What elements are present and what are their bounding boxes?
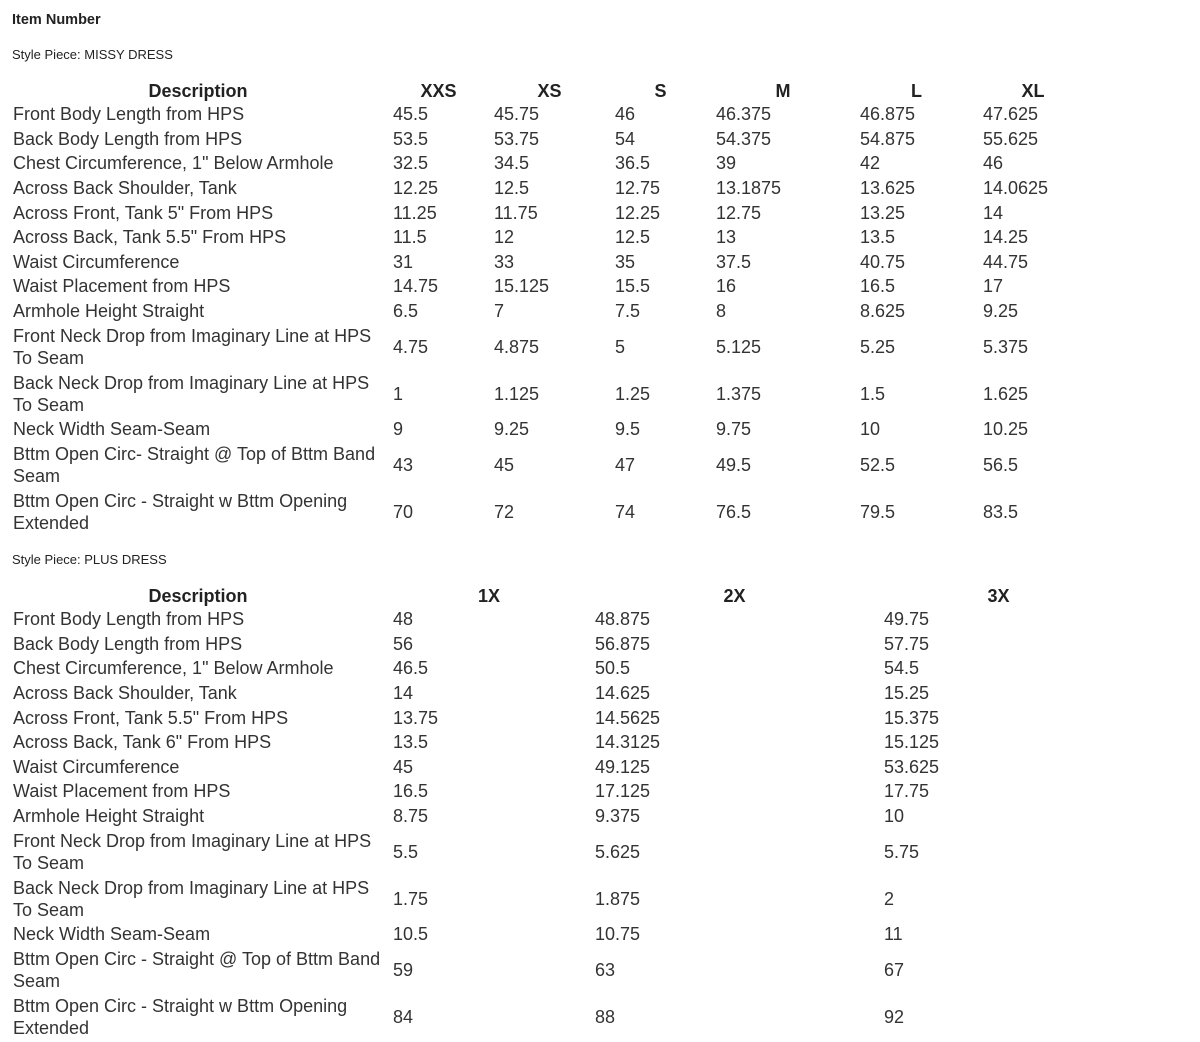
measurement-value: 15.125 bbox=[494, 276, 550, 297]
measurement-value: 46 bbox=[615, 104, 636, 125]
measurement-value: 46.5 bbox=[393, 658, 429, 679]
measurement-value: 6.5 bbox=[393, 301, 419, 322]
measurement-value: 9 bbox=[393, 419, 404, 440]
measurement-value: 5.75 bbox=[884, 841, 920, 862]
measurement-value: 59 bbox=[393, 959, 414, 980]
measurement-description: Back Body Length from HPS bbox=[13, 633, 243, 654]
size-header: XXS bbox=[420, 81, 457, 101]
measurement-value: 10 bbox=[860, 419, 881, 440]
table-row bbox=[8, 993, 1118, 1040]
measurement-value: 32.5 bbox=[393, 153, 429, 174]
measurement-value: 76.5 bbox=[716, 501, 752, 522]
measurement-value: 45.5 bbox=[393, 104, 429, 125]
measurement-description: Armhole Height Straight bbox=[13, 301, 205, 322]
table-row bbox=[8, 804, 1118, 829]
measurement-value: 17.75 bbox=[884, 781, 930, 802]
measurement-value: 5.125 bbox=[716, 336, 762, 357]
measurement-value: 1.625 bbox=[983, 383, 1029, 404]
measurement-value: 56.5 bbox=[983, 454, 1019, 475]
measurement-description: Neck Width Seam-Seam bbox=[13, 419, 211, 440]
measurement-value: 14.75 bbox=[393, 276, 439, 297]
measurement-value: 17.125 bbox=[595, 781, 651, 802]
measurement-value: 11.25 bbox=[393, 202, 437, 223]
measurement-value: 40.75 bbox=[860, 251, 906, 272]
measurement-value: 10 bbox=[884, 806, 905, 827]
measurement-value: 46.375 bbox=[716, 104, 772, 125]
measurement-description: Front Neck Drop from Imaginary Line at HPS To Seam bbox=[13, 830, 372, 873]
measurement-value: 12.75 bbox=[716, 202, 762, 223]
measurement-value: 16 bbox=[716, 276, 737, 297]
table-row bbox=[8, 176, 1088, 201]
table-row bbox=[8, 607, 1118, 632]
table-row bbox=[8, 274, 1088, 299]
measurement-description: Across Back Shoulder, Tank bbox=[13, 683, 237, 704]
measurement-value: 8.75 bbox=[393, 806, 429, 827]
table-row bbox=[8, 151, 1088, 176]
measurement-description: Across Front, Tank 5" From HPS bbox=[13, 202, 274, 223]
measurement-value: 46.875 bbox=[860, 104, 916, 125]
measurement-value: 79.5 bbox=[860, 501, 896, 522]
measurement-value: 53.75 bbox=[494, 128, 540, 149]
measurement-value: 47.625 bbox=[983, 104, 1039, 125]
table-row bbox=[8, 947, 1118, 994]
measurement-value: 1.75 bbox=[393, 888, 429, 909]
measurement-value: 12.75 bbox=[615, 178, 661, 199]
measurement-value: 49.75 bbox=[884, 609, 930, 630]
measurement-value: 57.75 bbox=[884, 633, 930, 654]
table-row bbox=[8, 828, 1118, 875]
measurement-value: 9.75 bbox=[716, 419, 752, 440]
measurement-description: Armhole Height Straight bbox=[13, 806, 205, 827]
measurement-value: 15.125 bbox=[884, 732, 940, 753]
measurement-description: Back Body Length from HPS bbox=[13, 128, 243, 149]
measurement-value: 9.25 bbox=[983, 301, 1019, 322]
table-row bbox=[8, 875, 1118, 922]
measurement-value: 55.625 bbox=[983, 128, 1039, 149]
measurement-value: 12.25 bbox=[615, 202, 661, 223]
measurement-value: 5.25 bbox=[860, 336, 896, 357]
measurement-value: 5.375 bbox=[983, 336, 1029, 357]
table-row bbox=[8, 417, 1088, 442]
table-row bbox=[8, 127, 1088, 152]
measurement-value: 1.875 bbox=[595, 888, 641, 909]
measurement-value: 13.5 bbox=[393, 732, 429, 753]
measurement-value: 31 bbox=[393, 251, 414, 272]
measurement-value: 54.875 bbox=[860, 128, 916, 149]
table-row bbox=[8, 755, 1118, 780]
measurement-value: 14.0625 bbox=[983, 178, 1049, 199]
measurement-description: Across Back Shoulder, Tank bbox=[13, 178, 237, 199]
description-header: Description bbox=[148, 586, 248, 606]
measurement-value: 47 bbox=[615, 454, 636, 475]
measurement-description: Front Body Length from HPS bbox=[13, 609, 245, 630]
measurement-value: 12.5 bbox=[494, 178, 530, 199]
measurement-value: 50.5 bbox=[595, 658, 631, 679]
measurement-value: 35 bbox=[615, 251, 636, 272]
measurement-value: 11 bbox=[884, 924, 903, 945]
size-header: M bbox=[775, 81, 791, 101]
measurement-description: Back Neck Drop from Imaginary Line at HPS To Seam bbox=[13, 372, 370, 415]
size-header: 2X bbox=[723, 586, 746, 606]
measurement-value: 1.5 bbox=[860, 383, 886, 404]
table-header-row bbox=[8, 77, 1088, 102]
measurement-value: 14 bbox=[393, 683, 414, 704]
measurement-value: 5.5 bbox=[393, 841, 419, 862]
measurement-value: 5.625 bbox=[595, 841, 641, 862]
measurement-value: 63 bbox=[595, 959, 616, 980]
size-header: XL bbox=[1021, 81, 1045, 101]
description-header: Description bbox=[148, 81, 248, 101]
measurement-value: 92 bbox=[884, 1006, 905, 1027]
measurement-value: 39 bbox=[716, 153, 737, 174]
measurement-value: 13.5 bbox=[860, 227, 896, 248]
size-header: 3X bbox=[987, 586, 1010, 606]
table-row bbox=[8, 250, 1088, 275]
measurement-value: 8 bbox=[716, 301, 727, 322]
table-row bbox=[8, 370, 1088, 417]
measurement-value: 9.5 bbox=[615, 419, 641, 440]
measurement-value: 12 bbox=[494, 227, 515, 248]
size-header: XS bbox=[537, 81, 562, 101]
measurement-value: 10.25 bbox=[983, 419, 1029, 440]
measurement-value: 88 bbox=[595, 1006, 616, 1027]
measurement-value: 10.75 bbox=[595, 924, 641, 945]
measurement-value: 11.75 bbox=[494, 202, 538, 223]
measurement-value: 53.625 bbox=[884, 756, 940, 777]
table-row bbox=[8, 681, 1118, 706]
measurement-value: 1.25 bbox=[615, 383, 651, 404]
measurement-description: Bttm Open Circ- Straight @ Top of Bttm Band Seam bbox=[13, 443, 376, 486]
measurement-description: Bttm Open Circ - Straight w Bttm Opening Extended bbox=[13, 490, 348, 533]
table-row bbox=[8, 730, 1118, 755]
measurement-value: 4.875 bbox=[494, 336, 540, 357]
measurement-value: 48.875 bbox=[595, 609, 651, 630]
table-row bbox=[8, 323, 1088, 370]
measurement-value: 45 bbox=[393, 756, 414, 777]
table-row bbox=[8, 779, 1118, 804]
measurement-value: 44.75 bbox=[983, 251, 1029, 272]
missy-style-label: Style Piece: MISSY DRESS bbox=[12, 47, 173, 62]
measurement-value: 2 bbox=[884, 888, 895, 909]
measurement-description: Chest Circumference, 1" Below Armhole bbox=[13, 658, 334, 679]
plus-style-label: Style Piece: PLUS DRESS bbox=[12, 552, 167, 567]
measurement-value: 42 bbox=[860, 153, 881, 174]
measurement-value: 12.5 bbox=[615, 227, 651, 248]
measurement-value: 1 bbox=[393, 383, 404, 404]
table-header-row bbox=[8, 582, 1118, 607]
measurement-description: Bttm Open Circ - Straight @ Top of Bttm Band Seam bbox=[13, 948, 381, 991]
measurement-value: 43 bbox=[393, 454, 414, 475]
measurement-value: 36.5 bbox=[615, 153, 651, 174]
measurement-value: 72 bbox=[494, 501, 515, 522]
measurement-value: 46 bbox=[983, 153, 1004, 174]
measurement-value: 34.5 bbox=[494, 153, 530, 174]
measurement-value: 7 bbox=[494, 301, 505, 322]
measurement-description: Front Body Length from HPS bbox=[13, 104, 245, 125]
measurement-description: Back Neck Drop from Imaginary Line at HPS To Seam bbox=[13, 877, 370, 920]
measurement-value: 49.125 bbox=[595, 756, 651, 777]
table-row bbox=[8, 922, 1118, 947]
measurement-value: 13.75 bbox=[393, 707, 439, 728]
measurement-value: 7.5 bbox=[615, 301, 641, 322]
measurement-value: 12.25 bbox=[393, 178, 439, 199]
measurement-value: 70 bbox=[393, 501, 414, 522]
measurement-value: 15.5 bbox=[615, 276, 651, 297]
measurement-value: 14.5625 bbox=[595, 707, 661, 728]
measurement-value: 54.5 bbox=[884, 658, 920, 679]
measurement-value: 15.25 bbox=[884, 683, 930, 704]
measurement-value: 13.625 bbox=[860, 178, 916, 199]
measurement-description: Waist Placement from HPS bbox=[13, 781, 231, 802]
measurement-value: 4.75 bbox=[393, 336, 429, 357]
measurement-value: 56 bbox=[393, 633, 414, 654]
measurement-value: 14.3125 bbox=[595, 732, 661, 753]
table-row bbox=[8, 225, 1088, 250]
measurement-value: 11.5 bbox=[393, 227, 427, 248]
measurement-value: 45 bbox=[494, 454, 515, 475]
measurement-value: 8.625 bbox=[860, 301, 906, 322]
measurement-value: 45.75 bbox=[494, 104, 540, 125]
measurement-description: Bttm Open Circ - Straight w Bttm Opening Extended bbox=[13, 995, 348, 1038]
measurement-value: 52.5 bbox=[860, 454, 896, 475]
measurement-value: 13 bbox=[716, 227, 737, 248]
measurement-value: 53.5 bbox=[393, 128, 429, 149]
measurement-value: 33 bbox=[494, 251, 515, 272]
measurement-description: Chest Circumference, 1" Below Armhole bbox=[13, 153, 334, 174]
measurement-value: 13.25 bbox=[860, 202, 906, 223]
size-header: 1X bbox=[477, 586, 501, 606]
measurement-value: 16.5 bbox=[860, 276, 896, 297]
measurement-description: Front Neck Drop from Imaginary Line at HPS To Seam bbox=[13, 325, 372, 368]
measurement-value: 56.875 bbox=[595, 633, 651, 654]
table-row bbox=[8, 200, 1088, 225]
measurement-value: 84 bbox=[393, 1006, 414, 1027]
measurement-value: 13.1875 bbox=[716, 178, 782, 199]
measurement-value: 10.5 bbox=[393, 924, 429, 945]
measurement-value: 83.5 bbox=[983, 501, 1019, 522]
measurement-value: 37.5 bbox=[716, 251, 752, 272]
table-row bbox=[8, 488, 1088, 535]
measurement-description: Across Back, Tank 6" From HPS bbox=[13, 732, 272, 753]
measurement-value: 5 bbox=[615, 336, 626, 357]
measurement-value: 1.125 bbox=[494, 383, 540, 404]
size-header: S bbox=[654, 81, 667, 101]
measurement-value: 16.5 bbox=[393, 781, 429, 802]
measurement-value: 1.375 bbox=[716, 383, 762, 404]
measurement-description: Waist Placement from HPS bbox=[13, 276, 231, 297]
measurement-value: 74 bbox=[615, 501, 636, 522]
table-row bbox=[8, 656, 1118, 681]
measurement-value: 48 bbox=[393, 609, 414, 630]
measurement-value: 49.5 bbox=[716, 454, 752, 475]
measurement-value: 67 bbox=[884, 959, 905, 980]
table-row bbox=[8, 705, 1118, 730]
table-row bbox=[8, 442, 1088, 489]
measurement-value: 17 bbox=[983, 276, 1004, 297]
measurement-description: Across Back, Tank 5.5" From HPS bbox=[13, 227, 287, 248]
measurement-description: Waist Circumference bbox=[13, 251, 180, 272]
measurement-value: 54.375 bbox=[716, 128, 772, 149]
measurement-value: 14.625 bbox=[595, 683, 651, 704]
measurement-description: Across Front, Tank 5.5" From HPS bbox=[13, 707, 289, 728]
table-row bbox=[8, 102, 1088, 127]
measurement-value: 15.375 bbox=[884, 707, 940, 728]
table-row bbox=[8, 299, 1088, 324]
table-row bbox=[8, 632, 1118, 657]
measurement-description: Waist Circumference bbox=[13, 756, 180, 777]
measurement-value: 9.25 bbox=[494, 419, 530, 440]
item-number-label: Item Number bbox=[12, 12, 101, 28]
missy-size-table bbox=[8, 77, 1088, 535]
plus-size-table bbox=[8, 582, 1118, 1040]
measurement-description: Neck Width Seam-Seam bbox=[13, 924, 211, 945]
measurement-value: 14 bbox=[983, 202, 1004, 223]
measurement-value: 14.25 bbox=[983, 227, 1029, 248]
measurement-value: 9.375 bbox=[595, 806, 641, 827]
size-header: L bbox=[911, 81, 922, 101]
measurement-value: 54 bbox=[615, 128, 636, 149]
